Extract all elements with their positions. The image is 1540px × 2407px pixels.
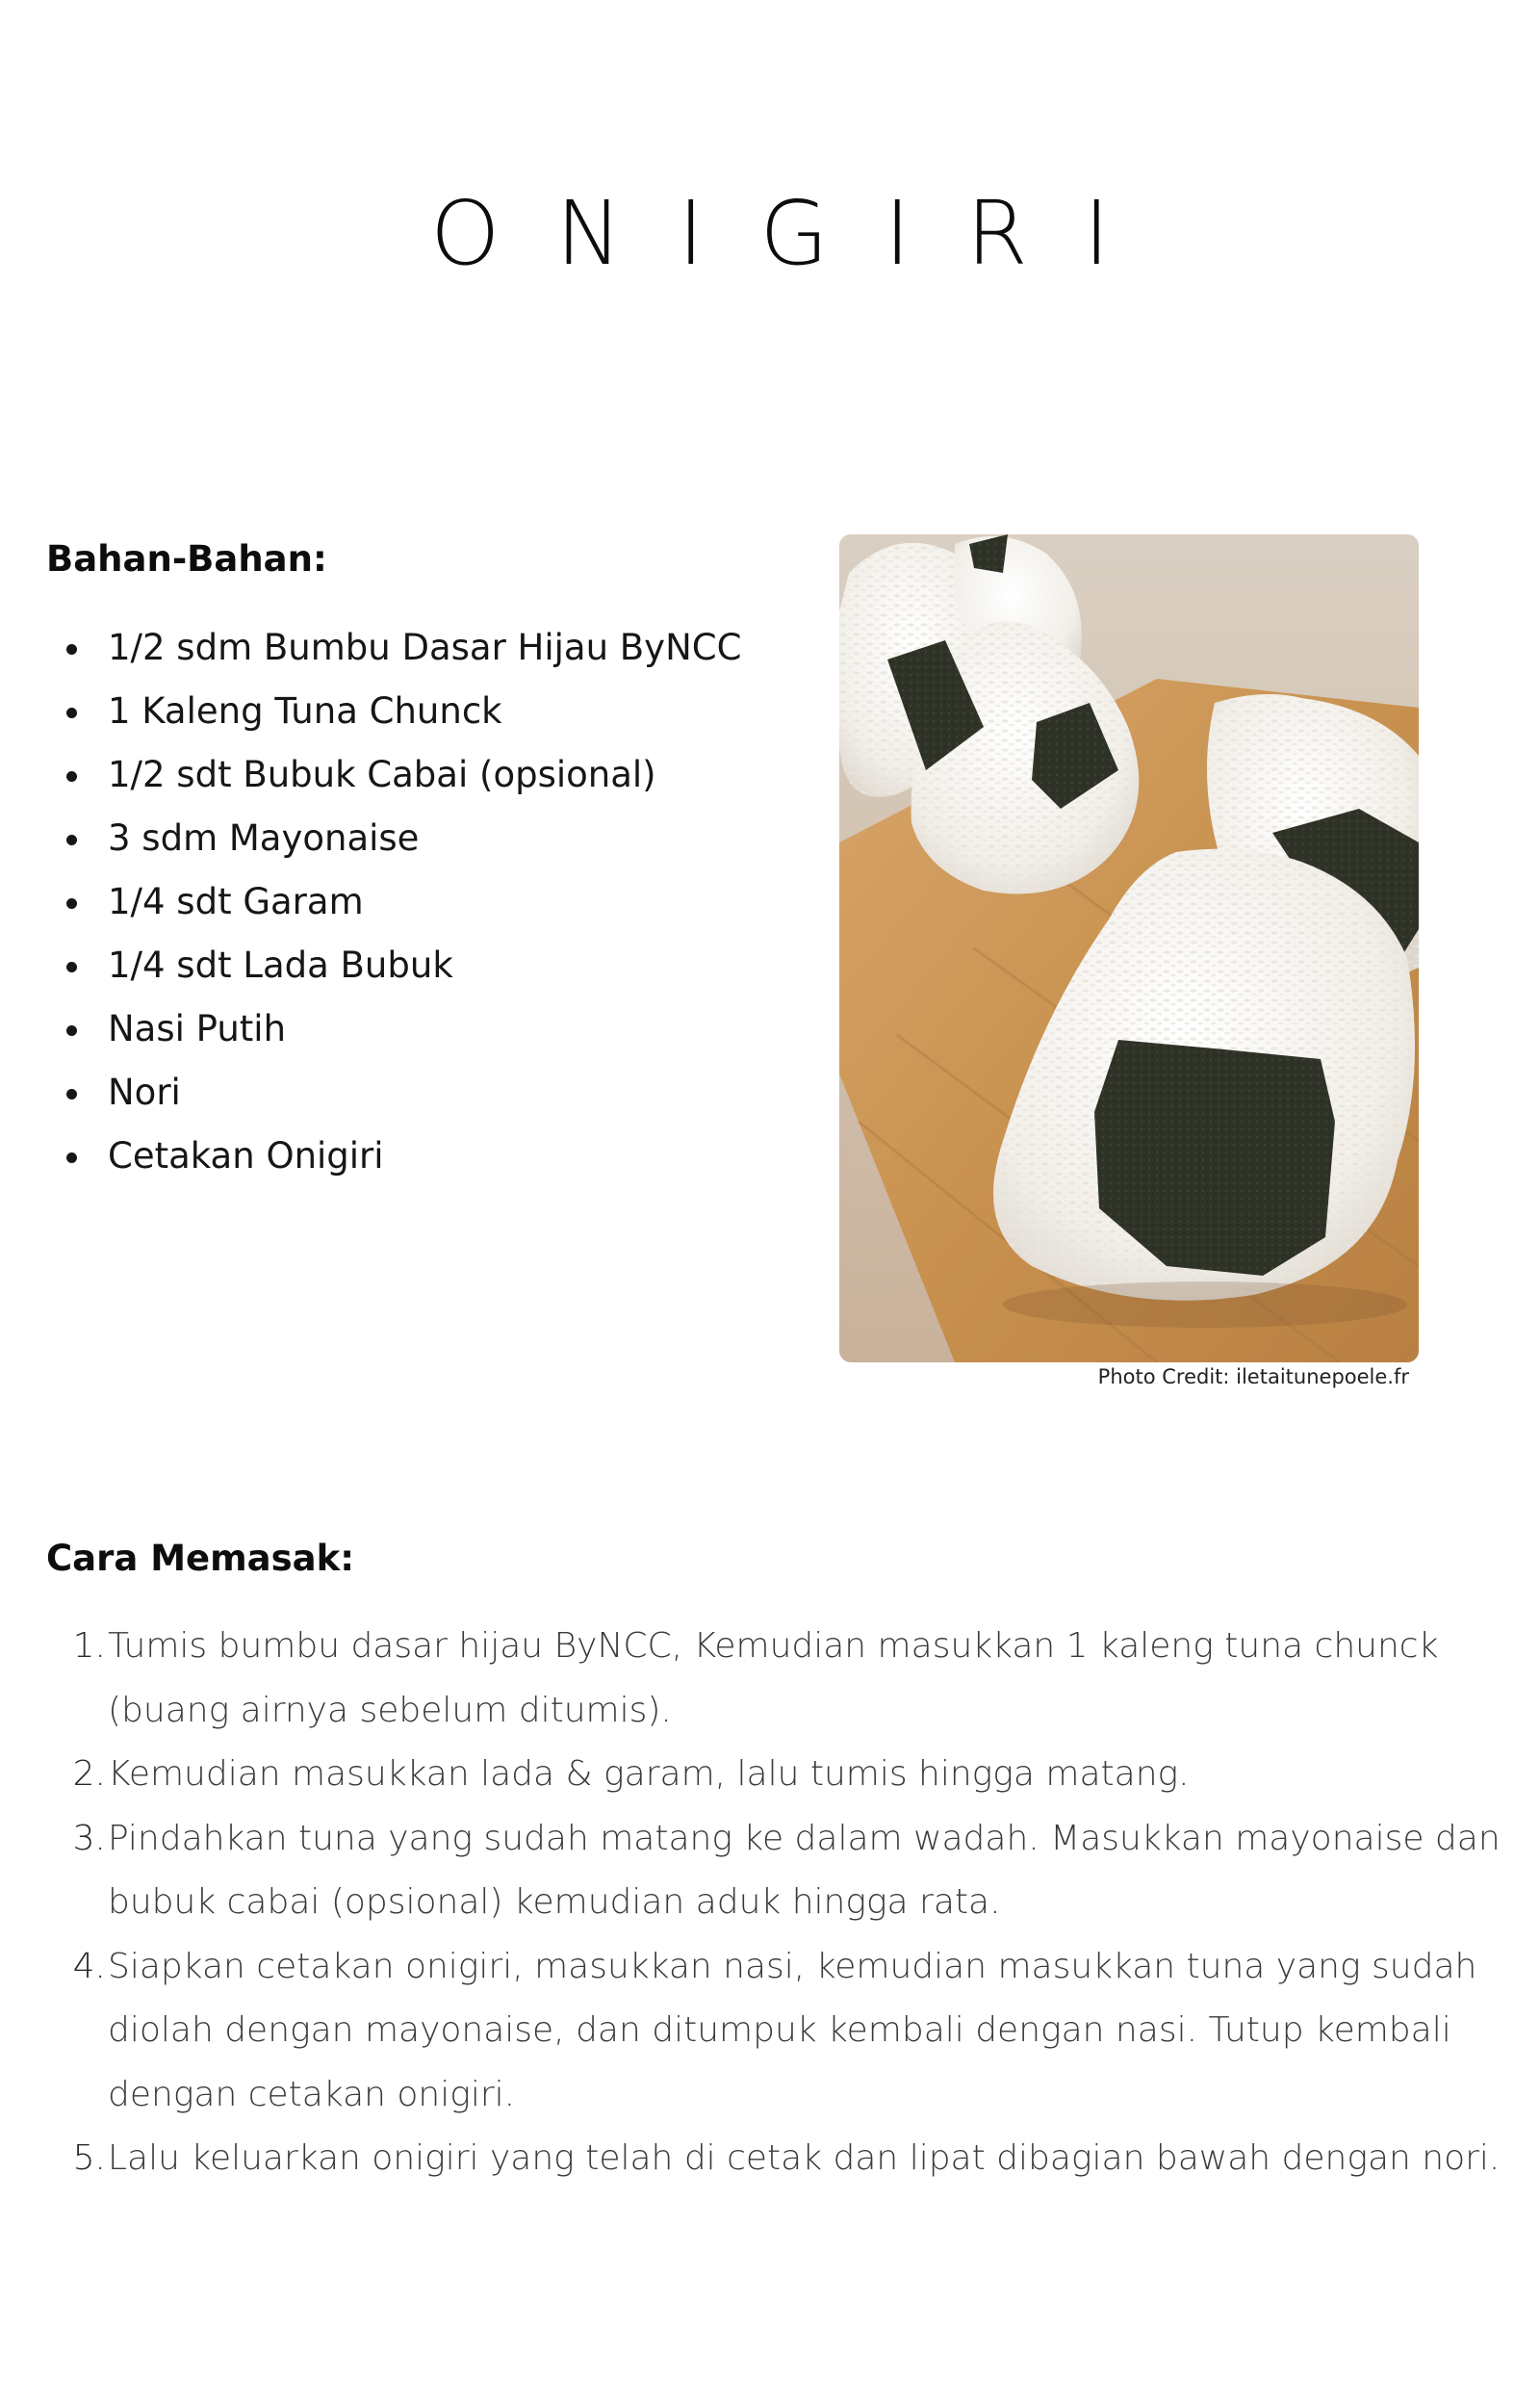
onigiri-photo (839, 534, 1419, 1362)
ingredient-text: Cetakan Onigiri (108, 1135, 384, 1177)
ingredient-text: 3 sdm Mayonaise (108, 817, 420, 859)
bullet-icon (66, 898, 77, 909)
list-item (46, 2127, 1519, 2191)
bullet-icon (66, 644, 77, 655)
list-item (46, 1125, 797, 1188)
step-number: 1. (72, 1626, 106, 1666)
list-item (46, 1061, 797, 1125)
list-item (46, 1743, 1519, 1807)
bullet-icon (66, 962, 77, 972)
steps-heading: Cara Memasak: (46, 1538, 355, 1579)
steps-list (46, 1615, 1519, 2191)
bullet-icon (66, 1152, 77, 1163)
page-title: ONIGIRI (430, 182, 1166, 285)
bullet-icon (66, 1089, 77, 1100)
step-text: Siapkan cetakan onigiri, masukkan nasi, kemudian masukkan tuna yang sudah diolah dengan mayonaise, dan ditumpuk kembali dengan nasi. Tutup kembali dengan cetakan onigiri. (108, 1946, 1477, 2114)
list-item (46, 870, 797, 934)
ingredients-list (46, 616, 797, 1188)
bullet-icon (66, 835, 77, 845)
list-item (46, 934, 797, 997)
ingredient-text: 1/4 sdt Lada Bubuk (108, 945, 453, 986)
ingredients-heading: Bahan-Bahan: (46, 538, 327, 580)
step-number: 4. (72, 1946, 106, 1986)
ingredient-text: 1/2 sdm Bumbu Dasar Hijau ByNCC (108, 627, 742, 668)
ingredient-text: Nori (108, 1072, 181, 1113)
bullet-icon (66, 708, 77, 718)
list-item (46, 680, 797, 743)
bullet-icon (66, 771, 77, 782)
step-text: Pindahkan tuna yang sudah matang ke dalam wadah. Masukkan mayonaise dan bubuk cabai (opsional) kemudian aduk hingga rata. (108, 1818, 1501, 1922)
step-number: 2. (72, 1754, 106, 1794)
ingredient-text: 1/2 sdt Bubuk Cabai (opsional) (108, 754, 656, 795)
list-item (46, 997, 797, 1061)
list-item (46, 743, 797, 807)
ingredient-text: 1/4 sdt Garam (108, 881, 364, 922)
step-number: 5. (72, 2138, 106, 2178)
photo-credit: Photo Credit: iletaitunepoele.fr (1097, 1365, 1409, 1388)
step-number: 3. (72, 1818, 106, 1858)
list-item (46, 616, 797, 680)
step-text: Tumis bumbu dasar hijau ByNCC, Kemudian masukkan 1 kaleng tuna chunck (buang airnya sebelum ditumis). (108, 1626, 1439, 1730)
ingredient-text: 1 Kaleng Tuna Chunck (108, 690, 502, 732)
list-item (46, 1935, 1519, 2128)
bullet-icon (66, 1025, 77, 1036)
list-item (46, 1807, 1519, 1935)
step-text: Lalu keluarkan onigiri yang telah di cetak dan lipat dibagian bawah dengan nori. (108, 2138, 1501, 2178)
ingredient-text: Nasi Putih (108, 1008, 287, 1049)
list-item (46, 1615, 1519, 1743)
step-text: Kemudian masukkan lada & garam, lalu tumis hingga matang. (108, 1754, 1190, 1794)
list-item (46, 807, 797, 870)
